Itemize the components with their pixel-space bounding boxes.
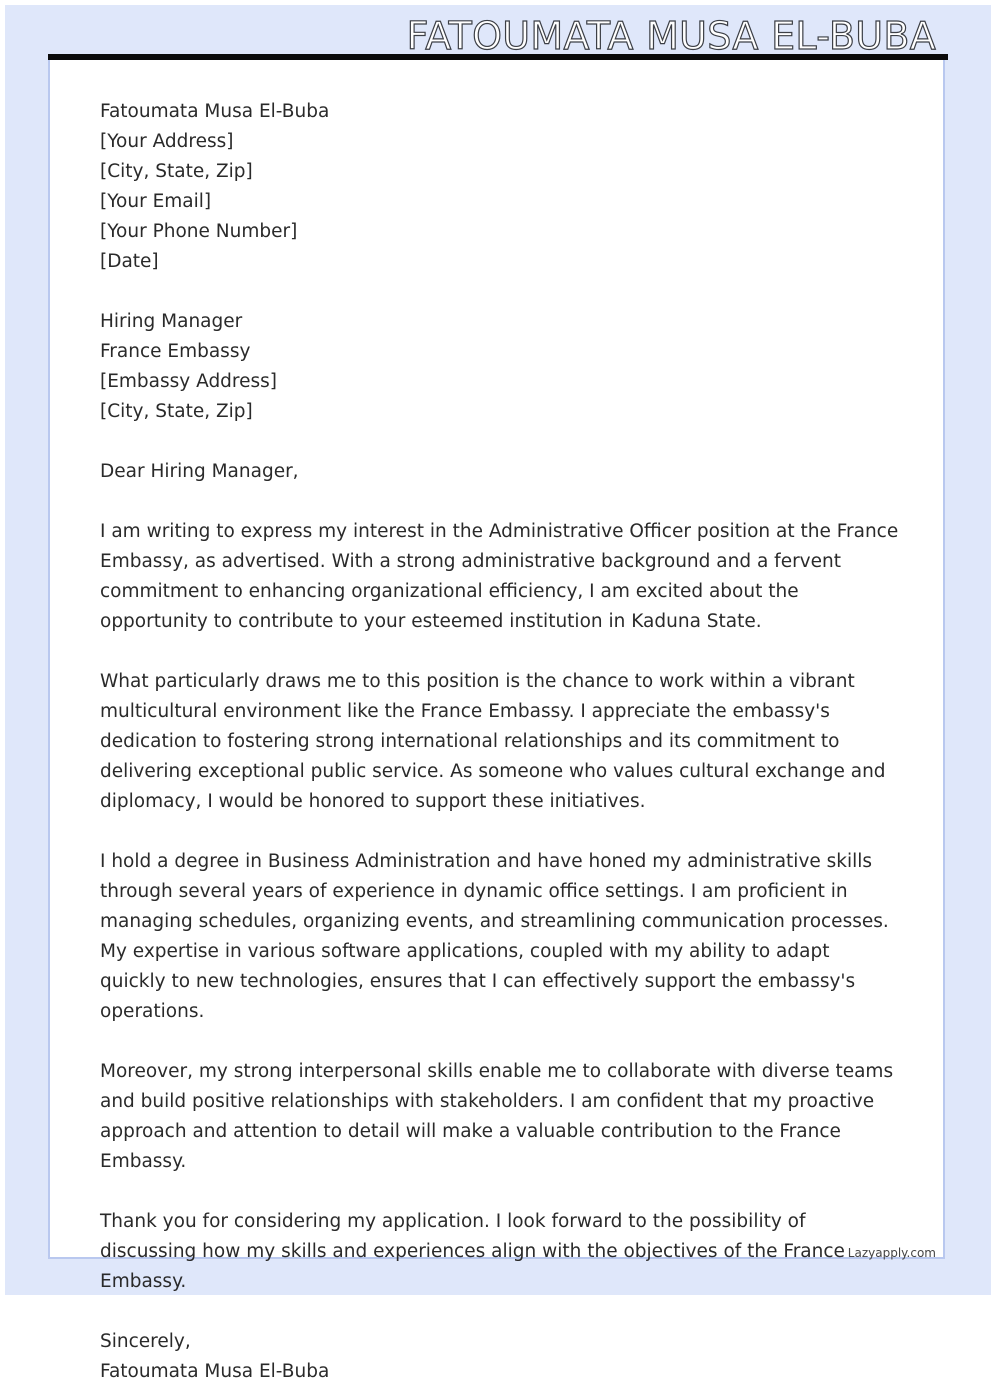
sender-address: [Your Address] [100,131,234,152]
recipient-title: Hiring Manager [100,311,243,332]
sender-name: Fatoumata Musa El-Buba [100,101,330,122]
body-paragraph-4: Moreover, my strong interpersonal skills enable me to collaborate with diverse teams and build positive relationships with stakeholders. I am confident that my proactive approach and attention to detail will make a valuable contribution to the France Embassy. [100,1061,894,1172]
body-paragraph-1: I am writing to express my interest in the Administrative Officer position at the France Embassy, as advertised. With a strong administrative background and a fervent commitment to enhancing organizational efficiency, I am excited about the opportunity to contribute to your esteemed institution in Kaduna State. [100,521,899,632]
signature-name: Fatoumata Musa El-Buba [100,1361,330,1382]
salutation: Dear Hiring Manager, [100,461,299,482]
body-paragraph-3: I hold a degree in Business Administration and have honed my administrative skills through several years of experience in dynamic office settings. I am proficient in managing schedules, organizing events, and streamlining communication processes. My expertise in various software applications, coupled with my ability to adapt quickly to new technologies, ensures that I can effectively support the embassy's operations. [100,851,889,1022]
sender-email: [Your Email] [100,191,212,212]
closing: Sincerely, [100,1331,191,1352]
sender-phone: [Your Phone Number] [100,221,298,242]
recipient-city-state-zip: [City, State, Zip] [100,401,253,422]
letter-date: [Date] [100,251,159,272]
cover-letter [100,97,900,1387]
watermark: Lazyapply.com [847,1246,936,1260]
sender-city-state-zip: [City, State, Zip] [100,161,253,182]
body-paragraph-2: What particularly draws me to this position is the chance to work within a vibrant multicultural environment like the France Embassy. I appreciate the embassy's dedication to fostering strong international relationships and its commitment to delivering exceptional public service. As someone who values cultural exchange and diplomacy, I would be honored to support these initiatives. [100,671,886,812]
body-paragraph-5: Thank you for considering my application. I look forward to the possibility of discussing how my skills and experiences align with the objectives of the France Embassy. [100,1211,845,1292]
header-name-title: FATOUMATA MUSA EL-BUBA [406,14,936,58]
recipient-address: [Embassy Address] [100,371,278,392]
recipient-organization: France Embassy [100,341,251,362]
